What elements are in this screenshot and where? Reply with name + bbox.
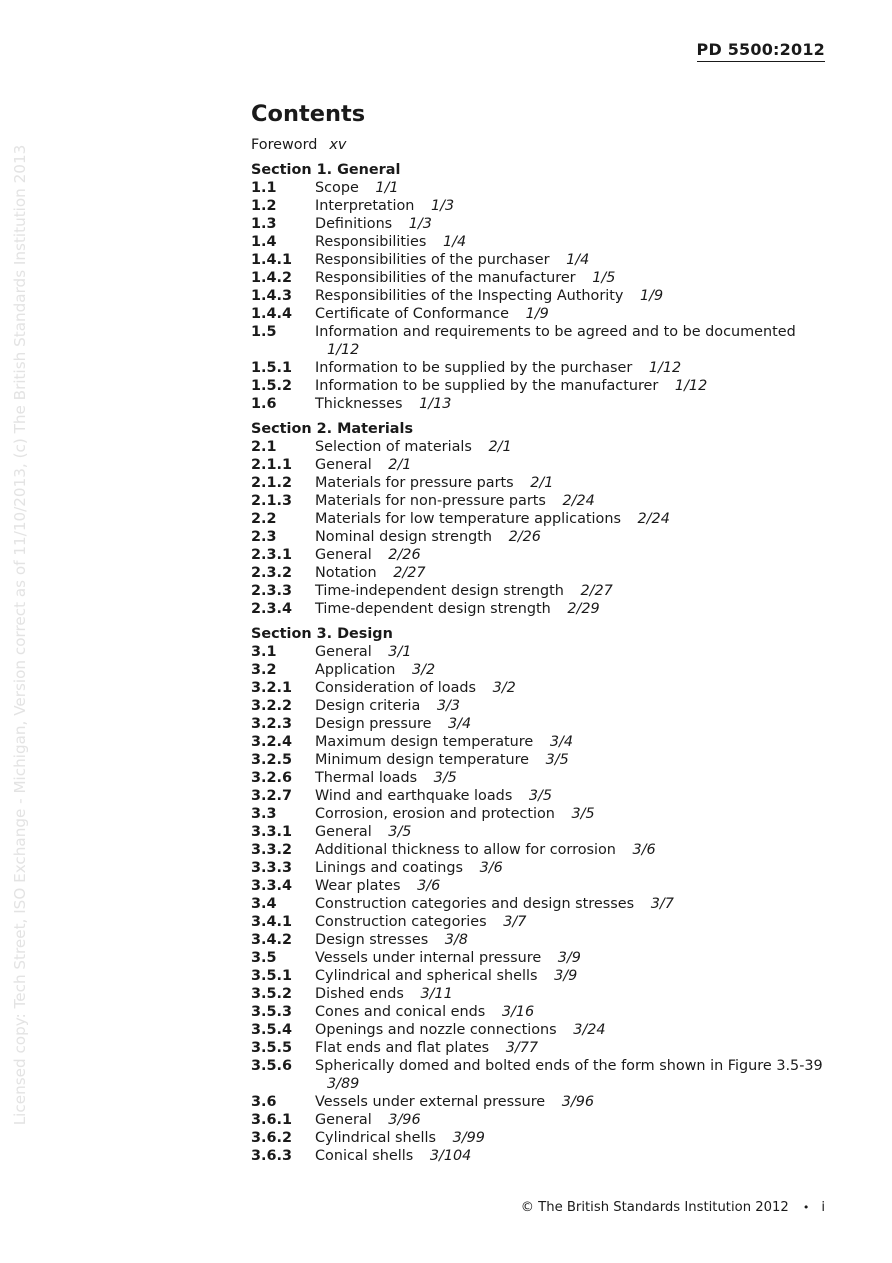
entry-title: General xyxy=(315,1112,372,1128)
entry-title: Time-independent design strength xyxy=(315,583,564,599)
entry-text-wrap xyxy=(315,643,831,661)
entry-title: Vessels under external pressure xyxy=(315,1094,546,1110)
entry-number: 3.2.3 xyxy=(251,716,292,732)
toc-entry[interactable] xyxy=(251,510,831,528)
entry-text-wrap xyxy=(315,751,831,769)
toc-entry[interactable] xyxy=(251,805,831,823)
entry-number: 3.4 xyxy=(251,896,277,912)
entry-number: 2.1.3 xyxy=(251,493,292,509)
entry-text-wrap xyxy=(315,769,831,787)
entry-text-wrap xyxy=(315,438,831,456)
license-watermark: Licensed copy: Tech Street, ISO Exchange - Michigan, Version correct as of 11/10/2013, (c) The British Standards Institution 2013 xyxy=(11,144,29,1126)
entry-text-wrap xyxy=(315,805,831,823)
entry-number: 2.3 xyxy=(251,529,277,545)
entry-title: General xyxy=(315,824,372,840)
toc-section xyxy=(251,161,831,413)
entry-title: Flat ends and flat plates xyxy=(315,1040,490,1056)
toc-entry[interactable] xyxy=(251,1021,831,1039)
entry-title: Openings and nozzle connections xyxy=(315,1022,557,1038)
footer-copyright: © The British Standards Institution 2012 xyxy=(520,1200,789,1215)
entry-number: 3.3.3 xyxy=(251,860,292,876)
toc-section xyxy=(251,420,831,618)
toc-section xyxy=(251,625,831,1165)
entry-title: Linings and coatings xyxy=(315,860,464,876)
entry-text-wrap xyxy=(315,877,831,895)
entry-text-wrap xyxy=(315,823,831,841)
entry-text-wrap xyxy=(315,456,831,474)
entry-page-ref: 3/96 xyxy=(388,1112,421,1128)
entry-title: General xyxy=(315,644,372,660)
entry-title: General xyxy=(315,547,372,563)
entry-page-ref: 1/12 xyxy=(674,378,708,394)
toc-entry[interactable] xyxy=(251,305,831,323)
entry-title: Construction categories and design stresses xyxy=(315,896,635,912)
entry-page-ref: 1/4 xyxy=(566,252,590,268)
entry-title: Definitions xyxy=(315,216,393,232)
entry-number: 3.4.1 xyxy=(251,914,292,930)
entry-page-ref: 1/13 xyxy=(419,396,452,412)
entry-number: 3.2 xyxy=(251,662,277,678)
toc-entry[interactable] xyxy=(251,287,831,305)
toc-entry[interactable] xyxy=(251,967,831,985)
entry-number: 1.4.4 xyxy=(251,306,292,322)
toc-entry[interactable] xyxy=(251,1129,831,1147)
entry-title: Design pressure xyxy=(315,716,432,732)
entry-number: 1.4 xyxy=(251,234,277,250)
entry-text-wrap xyxy=(315,697,831,715)
entry-text-wrap xyxy=(315,582,831,600)
toc-foreword[interactable] xyxy=(251,136,831,154)
entry-number: 1.5.1 xyxy=(251,360,292,376)
entry-number: 2.1 xyxy=(251,439,277,455)
entry-text-wrap xyxy=(315,1129,831,1147)
entry-number: 3.5.3 xyxy=(251,1004,292,1020)
section-title[interactable]: Section 1. General xyxy=(251,162,401,178)
entry-page-ref: 3/5 xyxy=(433,770,457,786)
entry-number: 1.5 xyxy=(251,324,277,340)
entry-text-wrap xyxy=(315,564,831,582)
entry-title: Cylindrical and spherical shells xyxy=(315,968,538,984)
entry-title: Responsibilities of the purchaser xyxy=(315,252,550,268)
entry-text-wrap xyxy=(315,913,831,931)
table-of-contents xyxy=(251,99,831,1172)
entry-text-wrap xyxy=(315,377,831,395)
entry-page-ref: 3/2 xyxy=(492,680,516,696)
entry-number: 3.2.7 xyxy=(251,788,292,804)
entry-page-ref: 1/12 xyxy=(648,360,682,376)
entry-text-wrap xyxy=(315,985,831,1003)
toc-entry[interactable] xyxy=(251,395,831,413)
entry-title: Nominal design strength xyxy=(315,529,493,545)
entry-title: Design criteria xyxy=(315,698,421,714)
entry-text-wrap xyxy=(315,287,831,305)
entry-page-ref: 2/1 xyxy=(530,475,554,491)
entry-number: 1.4.2 xyxy=(251,270,292,286)
toc-entry[interactable] xyxy=(251,859,831,877)
entry-page-ref: 2/27 xyxy=(393,565,426,581)
entry-text-wrap xyxy=(315,1003,831,1021)
entry-number: 2.3.4 xyxy=(251,601,292,617)
entry-title: Certificate of Conformance xyxy=(315,306,509,322)
entry-number: 3.6 xyxy=(251,1094,277,1110)
entry-number: 2.2 xyxy=(251,511,277,527)
entry-number: 2.3.2 xyxy=(251,565,292,581)
entry-title: Vessels under internal pressure xyxy=(315,950,542,966)
entry-text-wrap xyxy=(315,1057,831,1093)
toc-entry[interactable] xyxy=(251,769,831,787)
toc-entry[interactable] xyxy=(251,474,831,492)
entry-page-ref: 1/9 xyxy=(640,288,664,304)
entry-number: 2.3.1 xyxy=(251,547,292,563)
entry-page-ref: 3/96 xyxy=(561,1094,595,1110)
entry-page-ref: 3/6 xyxy=(632,842,656,858)
entry-text-wrap xyxy=(315,600,831,618)
entry-page-ref: 3/5 xyxy=(545,752,569,768)
section-title[interactable]: Section 2. Materials xyxy=(251,421,414,437)
entry-text-wrap xyxy=(315,1021,831,1039)
entry-text-wrap xyxy=(315,395,831,413)
entry-text-wrap xyxy=(315,359,831,377)
entry-page-ref: 1/3 xyxy=(408,216,432,232)
entry-number: 2.3.3 xyxy=(251,583,292,599)
toc-entry[interactable] xyxy=(251,582,831,600)
entry-number: 1.4.3 xyxy=(251,288,292,304)
entry-number: 3.2.6 xyxy=(251,770,292,786)
toc-entry[interactable] xyxy=(251,715,831,733)
entry-text-wrap xyxy=(315,179,831,197)
toc-entry[interactable] xyxy=(251,985,831,1003)
entry-number: 1.4.1 xyxy=(251,252,292,268)
entry-text-wrap xyxy=(315,679,831,697)
entry-title: Consideration of loads xyxy=(315,680,477,696)
entry-text-wrap xyxy=(315,859,831,877)
entry-number: 3.5.5 xyxy=(251,1040,292,1056)
entry-text-wrap xyxy=(315,215,831,233)
toc-entry[interactable] xyxy=(251,197,831,215)
entry-page-ref: 1/12 xyxy=(327,342,360,358)
toc-entry[interactable] xyxy=(251,787,831,805)
toc-entry[interactable] xyxy=(251,323,831,359)
entry-number: 3.4.2 xyxy=(251,932,292,948)
entry-number: 3.1 xyxy=(251,644,277,660)
toc-entry[interactable] xyxy=(251,1147,831,1165)
entry-page-ref: 1/9 xyxy=(525,306,549,322)
toc-entry[interactable] xyxy=(251,215,831,233)
entry-page-ref: 3/5 xyxy=(388,824,412,840)
toc-sections xyxy=(251,161,831,1165)
toc-entry[interactable] xyxy=(251,949,831,967)
page-title: Contents xyxy=(251,101,366,127)
entry-number: 3.3.1 xyxy=(251,824,292,840)
entry-page-ref: 3/5 xyxy=(528,788,553,804)
toc-entry[interactable] xyxy=(251,492,831,510)
entry-page-ref: 2/24 xyxy=(637,511,670,527)
toc-entry[interactable] xyxy=(251,661,831,679)
entry-page-ref: 3/1 xyxy=(388,644,412,660)
entry-title: Spherically domed and bolted ends of the form shown in Figure 3.5-39 xyxy=(315,1058,823,1074)
toc-entry[interactable] xyxy=(251,1057,831,1093)
entry-number: 2.1.2 xyxy=(251,475,292,491)
entry-page-ref: 2/29 xyxy=(567,601,600,617)
entry-page-ref: 3/2 xyxy=(412,662,436,678)
entry-number: 3.3 xyxy=(251,806,277,822)
toc-entry[interactable] xyxy=(251,1039,831,1057)
entry-page-ref: 1/3 xyxy=(430,198,455,214)
entry-number: 1.3 xyxy=(251,216,277,232)
entry-number: 3.5.1 xyxy=(251,968,292,984)
entry-page-ref: 2/1 xyxy=(388,457,412,473)
toc-entry[interactable] xyxy=(251,823,831,841)
toc-entry[interactable] xyxy=(251,564,831,582)
entry-text-wrap xyxy=(315,474,831,492)
entry-text-wrap xyxy=(315,233,831,251)
entry-number: 3.2.2 xyxy=(251,698,292,714)
toc-entry[interactable] xyxy=(251,233,831,251)
toc-entry[interactable] xyxy=(251,269,831,287)
entry-page-ref: 3/104 xyxy=(429,1148,472,1164)
entry-number: 2.1.1 xyxy=(251,457,292,473)
entry-page-ref: 3/99 xyxy=(452,1130,485,1146)
entry-title: Additional thickness to allow for corrosion xyxy=(315,842,616,858)
entry-text-wrap xyxy=(315,949,831,967)
toc-entry[interactable] xyxy=(251,751,831,769)
entry-number: 3.2.4 xyxy=(251,734,292,750)
entry-page-ref: 3/89 xyxy=(327,1076,360,1092)
entry-page-ref: 3/7 xyxy=(503,914,527,930)
toc-entry[interactable] xyxy=(251,679,831,697)
entry-page-ref: 2/27 xyxy=(580,583,613,599)
entry-number: 3.3.2 xyxy=(251,842,292,858)
toc-entry[interactable] xyxy=(251,179,831,197)
entry-title: General xyxy=(315,457,372,473)
foreword-label: Foreword xyxy=(251,137,318,153)
toc-entry[interactable] xyxy=(251,895,831,913)
entry-text-wrap xyxy=(315,1111,831,1129)
entry-page-ref: 3/4 xyxy=(448,716,472,732)
toc-entry[interactable] xyxy=(251,546,831,564)
entry-number: 1.6 xyxy=(251,396,277,412)
entry-text-wrap xyxy=(315,492,831,510)
entry-page-ref: 3/3 xyxy=(436,698,461,714)
entry-text-wrap xyxy=(315,841,831,859)
entry-page-ref: 1/1 xyxy=(375,180,399,196)
footer-bullet: • xyxy=(802,1201,810,1214)
entry-text-wrap xyxy=(315,661,831,679)
entry-text-wrap xyxy=(315,787,831,805)
entry-title: Cones and conical ends xyxy=(315,1004,486,1020)
toc-entry[interactable] xyxy=(251,600,831,618)
entry-title: Minimum design temperature xyxy=(315,752,530,768)
entry-page-ref: 3/5 xyxy=(571,806,595,822)
entry-text-wrap xyxy=(315,1039,831,1057)
entry-title: Materials for low temperature applications xyxy=(315,511,621,527)
entry-title: Wind and earthquake loads xyxy=(315,788,513,804)
entry-text-wrap xyxy=(315,967,831,985)
entry-title: Responsibilities xyxy=(315,234,427,250)
entry-title: Responsibilities of the manufacturer xyxy=(315,270,576,286)
page-footer xyxy=(521,1200,825,1215)
entry-title: Dished ends xyxy=(315,986,404,1002)
toc-entry[interactable] xyxy=(251,438,831,456)
entry-title: Responsibilities of the Inspecting Authority xyxy=(315,288,624,304)
toc-entry[interactable] xyxy=(251,841,831,859)
toc-entry[interactable] xyxy=(251,456,831,474)
entry-title: Thicknesses xyxy=(315,396,403,412)
entry-page-ref: 3/6 xyxy=(417,878,441,894)
entry-text-wrap xyxy=(315,269,831,287)
entry-text-wrap xyxy=(315,197,831,215)
entry-text-wrap xyxy=(315,715,831,733)
entry-text-wrap xyxy=(315,546,831,564)
entry-title: Materials for non-pressure parts xyxy=(315,493,546,509)
entry-page-ref: 3/9 xyxy=(554,968,578,984)
entry-title: Time-dependent design strength xyxy=(315,601,551,617)
entry-title: Wear plates xyxy=(315,878,401,894)
entry-number: 1.1 xyxy=(251,180,277,196)
entry-page-ref: 3/8 xyxy=(444,932,468,948)
entry-title: Conical shells xyxy=(315,1148,414,1164)
entry-title: Information to be supplied by the purchaser xyxy=(315,360,633,376)
entry-page-ref: 1/5 xyxy=(592,270,616,286)
entry-text-wrap xyxy=(315,528,831,546)
entry-page-ref: 3/11 xyxy=(420,986,453,1002)
entry-text-wrap xyxy=(315,323,831,359)
entry-title: Corrosion, erosion and protection xyxy=(315,806,555,822)
entry-page-ref: 3/7 xyxy=(650,896,674,912)
watermark-container xyxy=(0,70,40,1200)
entry-number: 3.2.5 xyxy=(251,752,292,768)
entry-number: 3.6.2 xyxy=(251,1130,292,1146)
toc-entry[interactable] xyxy=(251,913,831,931)
entry-page-ref: 2/26 xyxy=(508,529,541,545)
entry-number: 3.5.2 xyxy=(251,986,292,1002)
entry-title: Cylindrical shells xyxy=(315,1130,436,1146)
entry-title: Design stresses xyxy=(315,932,429,948)
entry-title: Notation xyxy=(315,565,377,581)
entry-number: 3.5.6 xyxy=(251,1058,292,1074)
entry-title: Thermal loads xyxy=(315,770,418,786)
toc-entry[interactable] xyxy=(251,377,831,395)
entry-text-wrap xyxy=(315,305,831,323)
entry-number: 3.6.3 xyxy=(251,1148,292,1164)
entry-page-ref: 3/6 xyxy=(479,860,503,876)
entry-title: Interpretation xyxy=(315,198,415,214)
entry-text-wrap xyxy=(315,251,831,269)
entry-page-ref: 3/24 xyxy=(573,1022,606,1038)
toc-entry[interactable] xyxy=(251,1111,831,1129)
document-id: PD 5500:2012 xyxy=(697,40,825,62)
entry-number: 3.5 xyxy=(251,950,277,966)
entry-number: 1.5.2 xyxy=(251,378,292,394)
toc-entry[interactable] xyxy=(251,643,831,661)
entry-page-ref: 3/4 xyxy=(549,734,573,750)
entry-text-wrap xyxy=(315,895,831,913)
section-title[interactable]: Section 3. Design xyxy=(251,626,393,642)
entry-title: Application xyxy=(315,662,396,678)
entry-text-wrap xyxy=(315,510,831,528)
entry-title: Scope xyxy=(315,180,359,196)
entry-number: 3.2.1 xyxy=(251,680,292,696)
entry-page-ref: 2/1 xyxy=(488,439,512,455)
toc-entry[interactable] xyxy=(251,931,831,949)
entry-page-ref: 2/26 xyxy=(388,547,421,563)
entry-title: Materials for pressure parts xyxy=(315,475,514,491)
entry-number: 3.5.4 xyxy=(251,1022,292,1038)
entry-page-ref: 1/4 xyxy=(442,234,467,250)
entry-title: Information to be supplied by the manufacturer xyxy=(315,378,659,394)
entry-page-ref: 2/24 xyxy=(562,493,595,509)
toc-entry[interactable] xyxy=(251,877,831,895)
toc-entry[interactable] xyxy=(251,1093,831,1111)
toc-entry[interactable] xyxy=(251,359,831,377)
toc-entry[interactable] xyxy=(251,1003,831,1021)
entry-title: Maximum design temperature xyxy=(315,734,534,750)
entry-page-ref: 3/16 xyxy=(501,1004,535,1020)
entry-text-wrap xyxy=(315,931,831,949)
entry-title: Information and requirements to be agreed and to be documented xyxy=(315,324,796,340)
entry-page-ref: 3/9 xyxy=(557,950,581,966)
entry-title: Selection of materials xyxy=(315,439,472,455)
toc-entry[interactable] xyxy=(251,697,831,715)
footer-page-number: i xyxy=(821,1200,825,1215)
toc-entry[interactable] xyxy=(251,251,831,269)
toc-entry[interactable] xyxy=(251,733,831,751)
entry-text-wrap xyxy=(315,1093,831,1111)
entry-number: 3.3.4 xyxy=(251,878,292,894)
entry-title: Construction categories xyxy=(315,914,487,930)
foreword-page-ref: xv xyxy=(329,137,347,153)
entry-page-ref: 3/77 xyxy=(505,1040,539,1056)
toc-entry[interactable] xyxy=(251,528,831,546)
entry-number: 3.6.1 xyxy=(251,1112,292,1128)
entry-number: 1.2 xyxy=(251,198,277,214)
entry-text-wrap xyxy=(315,1147,831,1165)
entry-text-wrap xyxy=(315,733,831,751)
